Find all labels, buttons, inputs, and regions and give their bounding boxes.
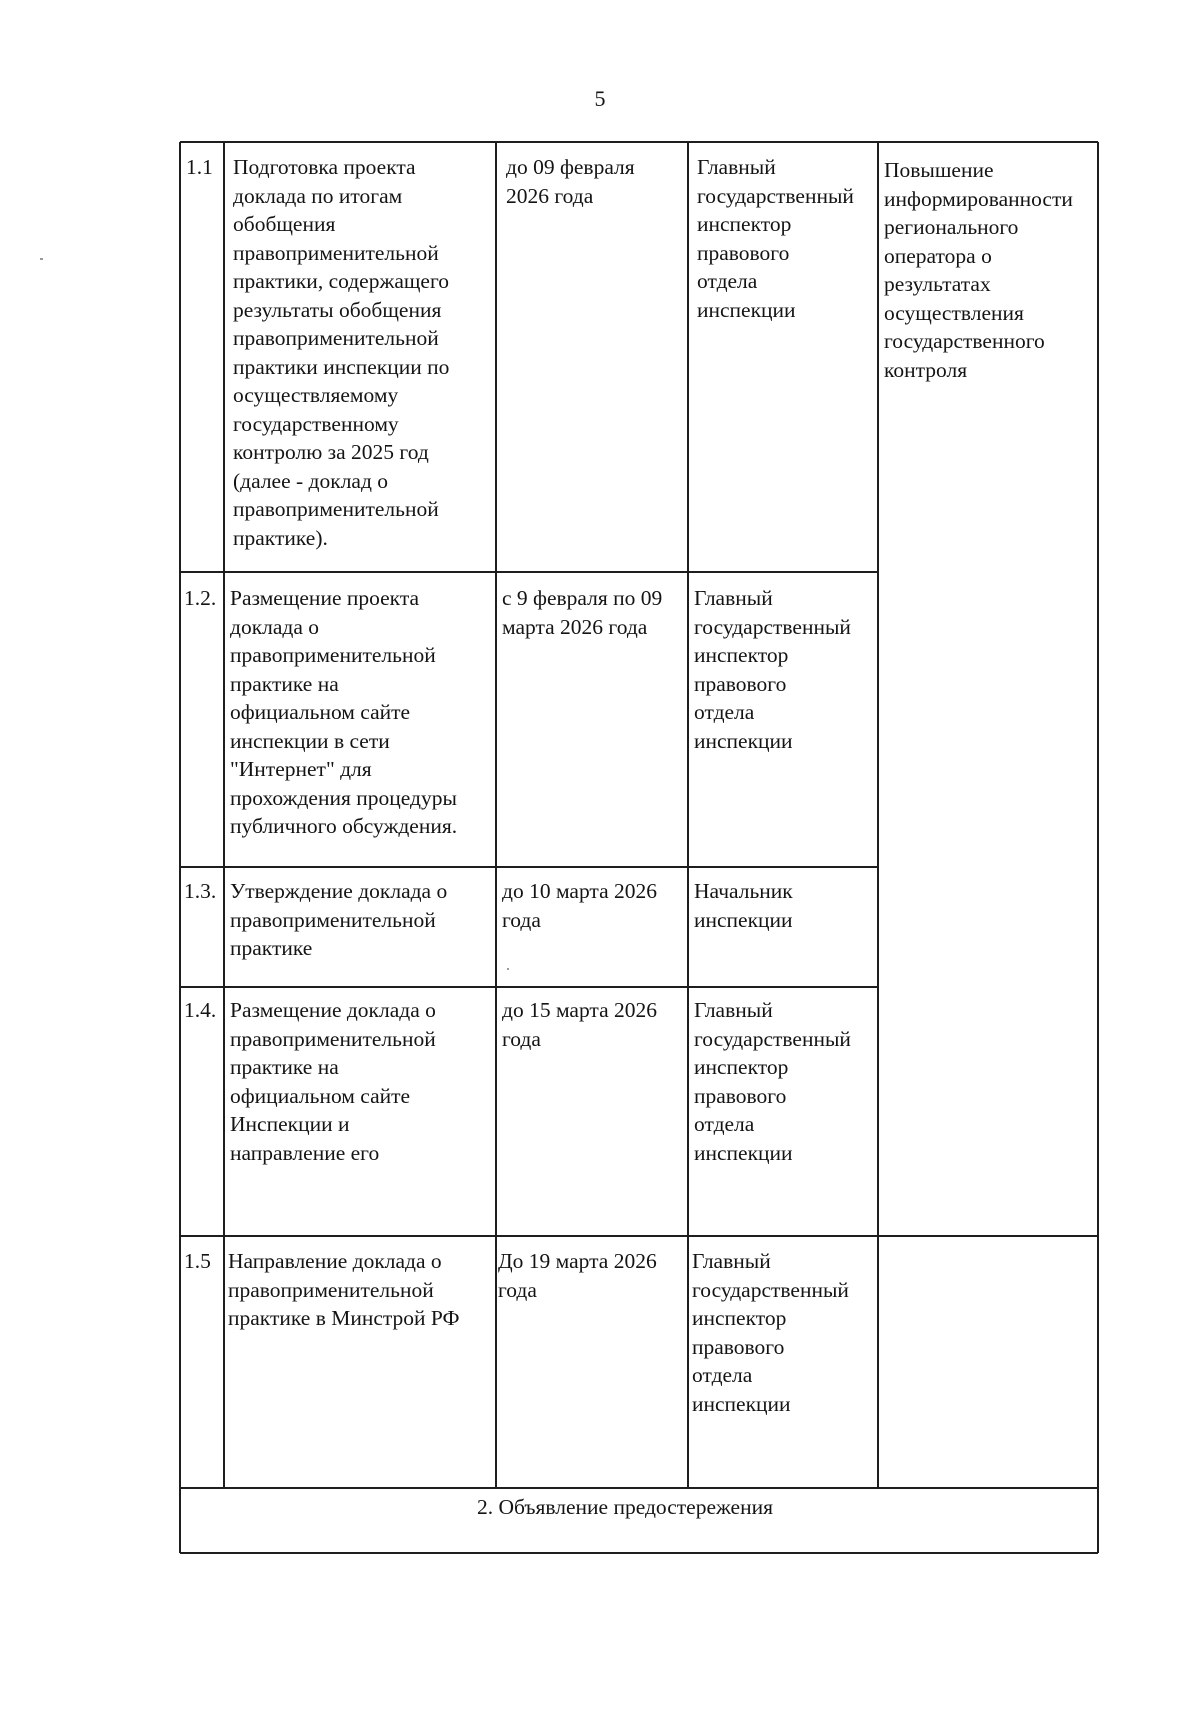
row-1-2-deadline: с 9 февраля по 09 марта 2026 года <box>502 586 663 639</box>
row-1-4-activity: Размещение доклада о правоприменительной практике на официальном сайте Инспекции и направление его <box>230 998 436 1165</box>
row-1-1-number: 1.1 <box>186 155 213 179</box>
row-1-1-activity: Подготовка проекта доклада по итогам обобщения правоприменительной практики, содержащего результаты обобщения правоприменительной практики инспекции по осуществляемому государственному контролю за 2025 год (далее - доклад о правоприменительной практике). <box>233 155 450 550</box>
row-1-4-number: 1.4. <box>184 998 217 1022</box>
row-1-5-responsible: Главный государственный инспектор правового отдела инспекции <box>692 1249 849 1416</box>
row-1-3-responsible: Начальник инспекции <box>694 879 793 932</box>
row-1-2-responsible: Главный государственный инспектор правового отдела инспекции <box>694 586 851 753</box>
row-1-5-deadline: До 19 марта 2026 года <box>498 1249 657 1302</box>
row-1-5-number: 1.5 <box>184 1249 211 1273</box>
row-1-2-activity: Размещение проекта доклада о правоприменительной практике на официальном сайте инспекции в сети "Интернет" для прохождения процедуры публичного обсуждения. <box>230 586 458 838</box>
row-1-5-activity: Направление доклада о правоприменительной практике в Минстрой РФ <box>228 1249 460 1330</box>
page-number: 5 <box>594 86 606 111</box>
row-1-3-number: 1.3. <box>184 879 217 903</box>
row-1-4-deadline: до 15 марта 2026 года <box>502 998 657 1051</box>
row-1-1-deadline: до 09 февраля 2026 года <box>506 155 635 208</box>
result-cell: Повышение информированности регионального оператора о результатах осуществления государственного контроля <box>884 158 1073 382</box>
row-1-2-number: 1.2. <box>184 586 217 610</box>
scan-speck <box>507 968 509 970</box>
scan-speck <box>40 258 43 260</box>
row-1-4-responsible: Главный государственный инспектор правового отдела инспекции <box>694 998 851 1165</box>
row-1-1-responsible: Главный государственный инспектор правового отдела инспекции <box>697 155 854 322</box>
section-title: 2. Объявление предостережения <box>476 1495 774 1519</box>
row-1-3-deadline: до 10 марта 2026 года <box>502 879 657 932</box>
row-1-3-activity: Утверждение доклада о правоприменительной практике <box>230 879 448 960</box>
